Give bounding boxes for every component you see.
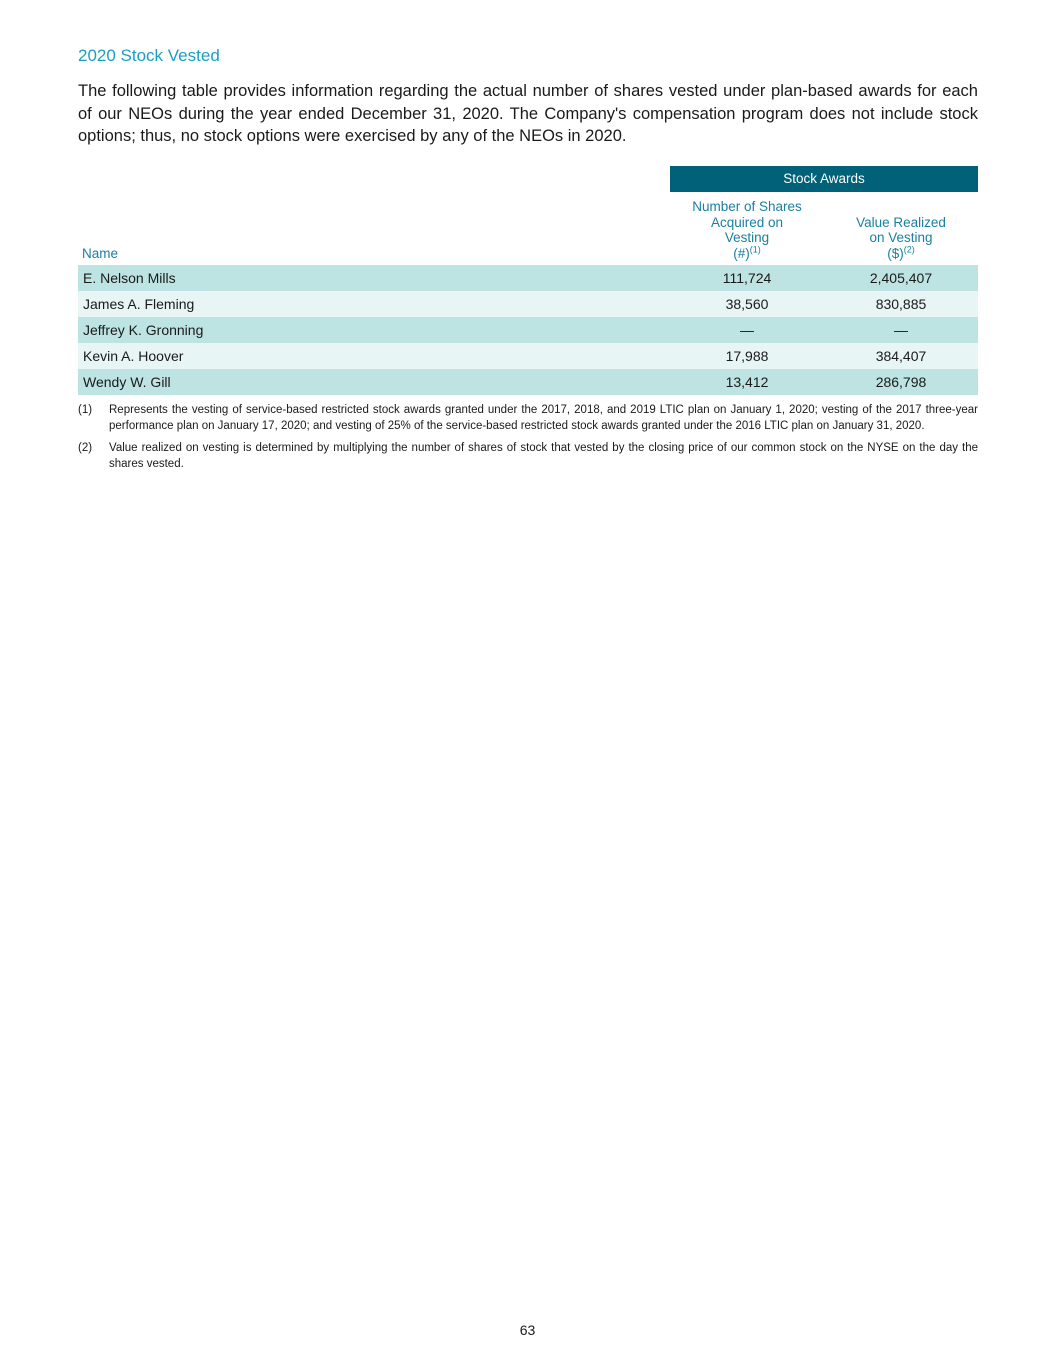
- footnote-number: (2): [78, 442, 93, 454]
- row-shares: 111,724: [722, 270, 772, 286]
- name-column-header: Name: [82, 246, 119, 261]
- row-shares: 13,412: [725, 374, 769, 390]
- table-row: [78, 291, 978, 317]
- row-shares: 38,560: [725, 296, 769, 312]
- footnote-text: Value realized on vesting is determined by multiplying the number of shares of stock that vested by the closing price of our common stock on the NYSE on the day the shares vested.: [109, 442, 978, 470]
- shares-header-line2: Acquired on: [710, 214, 784, 230]
- table-row: [78, 265, 978, 291]
- page-number: 63: [519, 1322, 536, 1338]
- row-shares: 17,988: [725, 348, 769, 364]
- row-name: Wendy W. Gill: [83, 374, 171, 390]
- shares-header-line4: [670, 246, 824, 262]
- row-value: 830,885: [875, 296, 927, 312]
- value-header-line2: on Vesting: [869, 230, 933, 245]
- shares-column-header: [670, 199, 824, 261]
- row-name: Jeffrey K. Gronning: [83, 322, 204, 338]
- row-shares: —: [740, 322, 754, 338]
- table-row: [78, 369, 978, 395]
- value-footnote-ref: (2): [903, 244, 915, 254]
- row-value: 286,798: [875, 374, 927, 390]
- row-value: —: [894, 322, 908, 338]
- row-value: 384,407: [875, 348, 927, 364]
- intro-paragraph: The following table provides information regarding the actual number of shares vested under plan-based awards for each of our NEOs during the year ended December 31, 2020. The Company's compensation program does not include stock options; thus, no stock options were exercised by any of the NEOs in 2020.: [78, 82, 978, 145]
- shares-header-line1: Number of Shares: [692, 199, 802, 214]
- table-column-header-row: [78, 192, 978, 265]
- row-name: James A. Fleming: [83, 296, 195, 312]
- footnote-item: [78, 440, 978, 472]
- value-column-header: [824, 215, 978, 262]
- value-header-unit: ($): [887, 245, 904, 261]
- stock-awards-header: Stock Awards: [670, 166, 978, 192]
- footnote-text: Represents the vesting of service-based restricted stock awards granted under the 2017, 2018, and 2019 LTIC plan on January 1, 2020; vesting of the 2017 three-year performance plan on January 17, 2020; and vesting of 25% of the service-based restricted stock awards granted under the 2016 LTIC plan on January 31, 2020.: [109, 404, 978, 432]
- shares-header-line3: Vesting: [724, 230, 770, 245]
- footnotes: [78, 402, 978, 478]
- row-value: 2,405,407: [869, 270, 933, 286]
- footnote-item: [78, 402, 978, 434]
- stock-vested-table: [78, 166, 978, 395]
- section-title: 2020 Stock Vested: [78, 46, 220, 65]
- table-row: [78, 317, 978, 343]
- row-name: E. Nelson Mills: [83, 270, 176, 286]
- shares-footnote-ref: (1): [749, 244, 761, 254]
- value-header-line3: [824, 246, 978, 262]
- table-group-header-row: [78, 166, 978, 192]
- table-row: [78, 343, 978, 369]
- value-header-line1: Value Realized: [856, 214, 946, 230]
- row-name: Kevin A. Hoover: [83, 348, 184, 364]
- shares-header-unit: (#): [733, 245, 750, 261]
- footnote-number: (1): [78, 404, 93, 416]
